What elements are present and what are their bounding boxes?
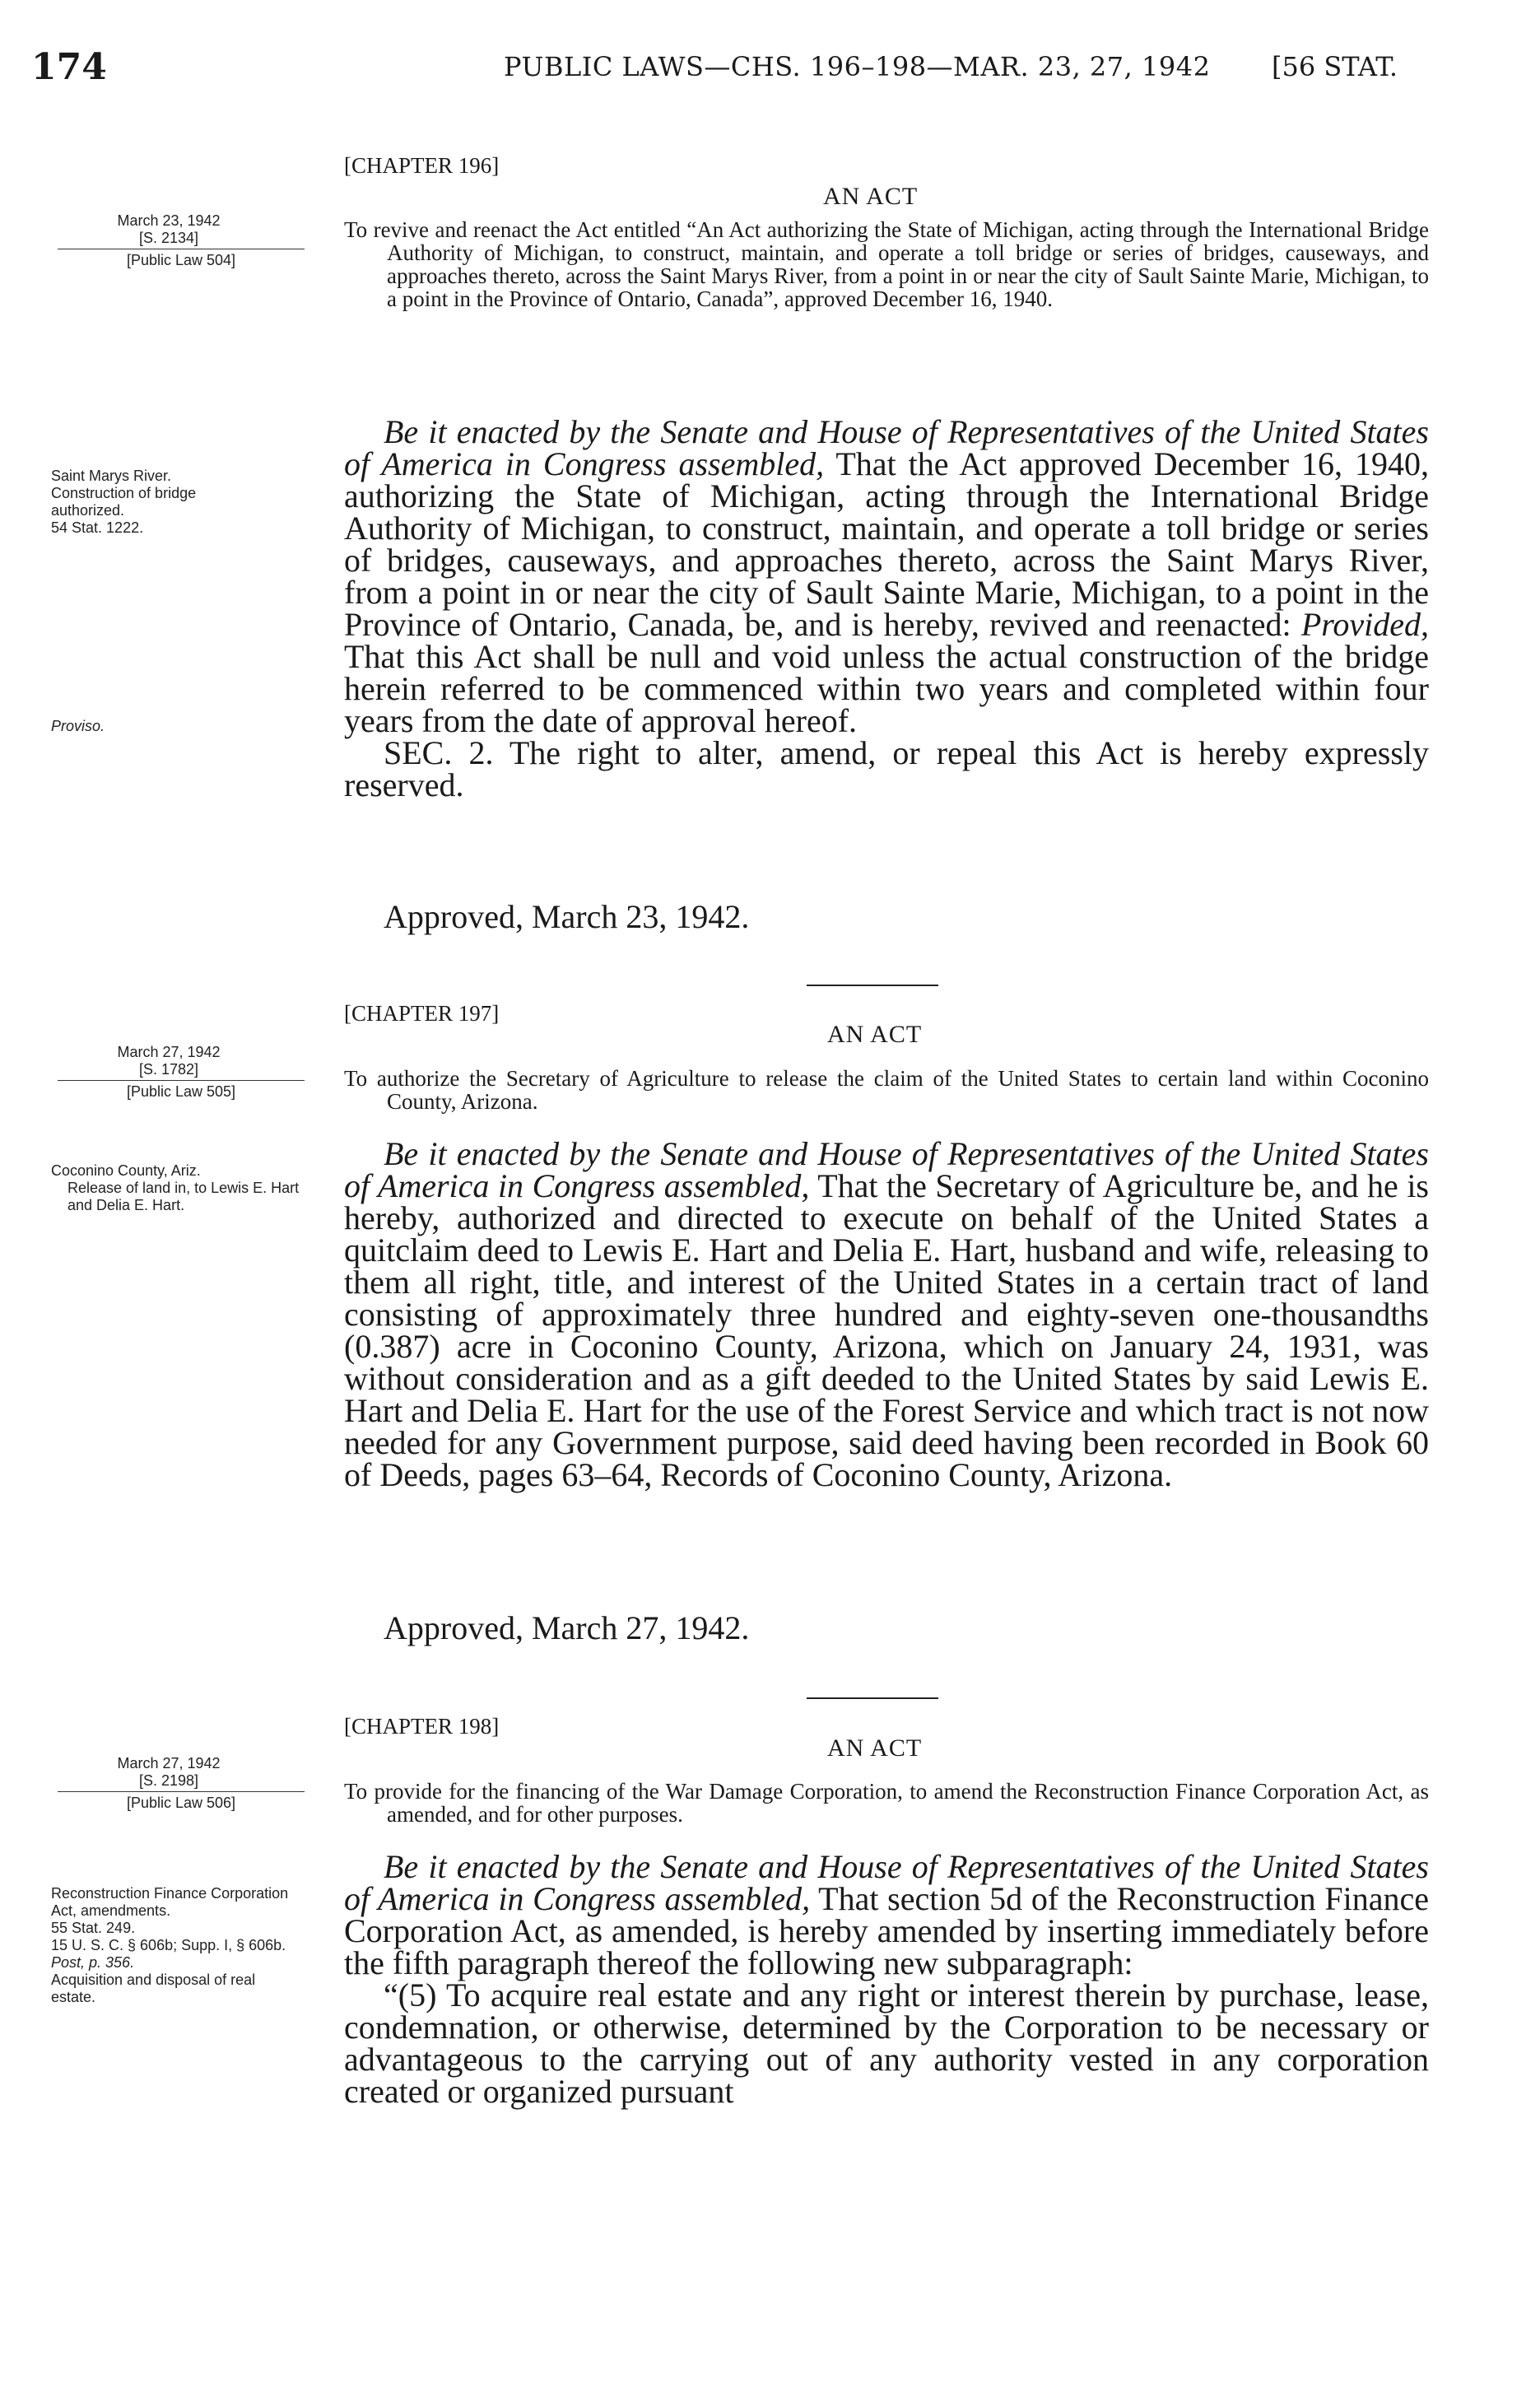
chapter-198-bill: [S. 2198] [138, 1772, 199, 1789]
chapter-196-title-text: To revive and reenact the Act entitled “An Act authorizing the State of Michigan, acting through the International Bridge Authority of Michigan, to construct, maintain, and operate a toll bridge or series of bridges, causeways, and approaches thereto, across the Saint Marys River, from a point in or near the city of Sault Sainte Marie, Michigan, to a point in the Province of Ontario, Canada”, approved December 16, 1940. [344, 217, 1429, 311]
chapter-196-enacting-clause: Be it enacted by the Senate and House of Representatives of the United States of America in Congress assembled, [344, 413, 1429, 482]
chapter-198-note-stat: 55 Stat. 249. [51, 1920, 136, 1936]
chapter-196-note-stat: 54 Stat. 1222. [51, 519, 144, 536]
chapter-197-note-county: Coconino County, Ariz. [51, 1162, 201, 1179]
chapter-196-body [344, 413, 1429, 803]
chapter-196-margin-notes [51, 468, 331, 537]
chapter-197-body-text: That the Secretary of Agriculture be, and he is hereby, authorized and directed to execute on behalf of the United States a quitclaim deed to Lewis E. Hart and Delia E. Hart, husband and wife, releasing to them all right, title, and interest of the United States in a certain tract of land consisting of approximately three hundred and eighty-seven one-thousandths (0.387) acre in Coconino County, Arizona, which on January 24, 1931, was without consideration and as a gift deeded to the United States by said Lewis E. Hart and Delia E. Hart for the use of the Forest Service and which tract is not now needed for any Government purpose, said deed having been recorded in Book 60 of Deeds, pages 63–64, Records of Coconino County, Arizona. [344, 1167, 1430, 1493]
chapter-197-heading: AN ACT [827, 1021, 923, 1048]
chapter-196-proviso-word: Provided, [1300, 606, 1429, 643]
chapter-196-title [344, 218, 1429, 310]
running-head: PUBLIC LAWS—CHS. 196–198—MAR. 23, 27, 1942 [504, 51, 1211, 82]
chapter-197-margin-notes [51, 1162, 323, 1214]
chapter-196-note-construction: Construction of bridge authorized. [51, 485, 197, 519]
chapter-196-heading: AN ACT [823, 183, 919, 210]
chapter-197-note-release: Release of land in, to Lewis E. Hart and Delia E. Hart. [67, 1180, 300, 1213]
volume-reference: [56 STAT. [1272, 51, 1398, 82]
chapter-196-date: March 23, 1942 [117, 212, 221, 229]
chapter-197-label: [CHAPTER 197] [344, 1001, 500, 1026]
chapter-198-section-1 [344, 1848, 1429, 1981]
chapter-198-public-law: [Public Law 506] [126, 1795, 236, 1811]
page-number: 174 [31, 46, 107, 88]
chapter-196-bill: [S. 2134] [138, 230, 199, 246]
chapter-197-public-law: [Public Law 505] [126, 1083, 236, 1100]
chapter-separator-1 [807, 985, 938, 986]
chapter-198-note-usc: 15 U. S. C. § 606b; Supp. I, § 606b. [51, 1937, 286, 1953]
chapter-198-title [344, 1780, 1429, 1826]
chapter-198-margin-rule [58, 1791, 305, 1792]
chapter-198-note-post: Post, p. 356. [51, 1954, 135, 1971]
chapter-198-label: [CHAPTER 198] [344, 1714, 500, 1739]
chapter-198-body-text: That section 5d of the Reconstruction Finance Corporation Act, as amended, is hereby amended by inserting immediately before the fifth paragraph thereof the following new subparagraph: [344, 1880, 1429, 1981]
chapter-196-section-1 [344, 413, 1429, 739]
chapter-198-note-rfc-act: Reconstruction Finance Corporation Act, amendments. [51, 1885, 289, 1919]
chapter-196-proviso-note: Proviso. [51, 718, 105, 734]
chapter-197-date: March 27, 1942 [117, 1044, 221, 1060]
chapter-197-section-1 [344, 1135, 1430, 1493]
chapter-196-proviso-text: That this Act shall be null and void unless the actual construction of the bridge herein referred to be commenced within two years and completed within four years from the date of approval hereof. [344, 638, 1429, 739]
chapter-196-note-river: Saint Marys River. [51, 468, 172, 484]
chapter-198-note-real-estate: Acquisition and disposal of real estate. [51, 1972, 256, 2005]
chapter-197-margin-header [58, 1044, 329, 1101]
chapter-196-body-text: That the Act approved December 16, 1940, authorizing the State of Michigan, acting through the International Bridge Authority of Michigan, to construct, maintain, and operate a toll bridge or series of bridges, causeways, and approaches thereto, across the Saint Marys River, from a point in or near the city of Sault Sainte Marie, Michigan, to a point in the Province of Ontario, Canada, be, and is hereby, revived and reenacted: [344, 445, 1429, 643]
chapter-198-heading: AN ACT [827, 1734, 923, 1762]
chapter-197-title [344, 1067, 1429, 1113]
chapter-197-title-text: To authorize the Secretary of Agriculture to release the claim of the United States to certain land within Coconino County, Arizona. [344, 1066, 1429, 1114]
chapter-198-margin-header [58, 1755, 329, 1812]
chapter-196-label: [CHAPTER 196] [344, 153, 500, 178]
chapter-196-section-2: SEC. 2. The right to alter, amend, or repeal this Act is hereby expressly reserved. [344, 734, 1429, 803]
chapter-197-margin-rule [58, 1080, 305, 1081]
chapter-198-body [344, 1848, 1429, 2110]
chapter-198-date: March 27, 1942 [117, 1755, 221, 1771]
chapter-197-body [344, 1135, 1430, 1493]
chapter-198-margin-notes [51, 1885, 331, 2006]
chapter-197-enacting-clause: Be it enacted by the Senate and House of Representatives of the United States of America in Congress assembled, [344, 1135, 1429, 1204]
chapter-196-public-law: [Public Law 504] [126, 252, 236, 268]
chapter-198-title-text: To provide for the financing of the War Damage Corporation, to amend the Reconstruction Finance Corporation Act, as amended, and for other purposes. [344, 1779, 1429, 1827]
chapter-197-approved: Approved, March 27, 1942. [384, 1609, 750, 1646]
chapter-196-approved: Approved, March 23, 1942. [384, 898, 750, 935]
chapter-separator-2 [807, 1697, 938, 1699]
chapter-198-subparagraph-5: “(5) To acquire real estate and any right or interest therein by purchase, lease, condemnation, or otherwise, determined by the Corporation to be necessary or advantageous to the carrying out of any authority vested in any corporation created or organized pursuant [344, 1976, 1429, 2110]
chapter-198-enacting-clause: Be it enacted by the Senate and House of Representatives of the United States of America in Congress assembled, [344, 1848, 1429, 1917]
chapter-197-bill: [S. 1782] [138, 1061, 199, 1078]
chapter-196-margin-header [58, 212, 329, 269]
